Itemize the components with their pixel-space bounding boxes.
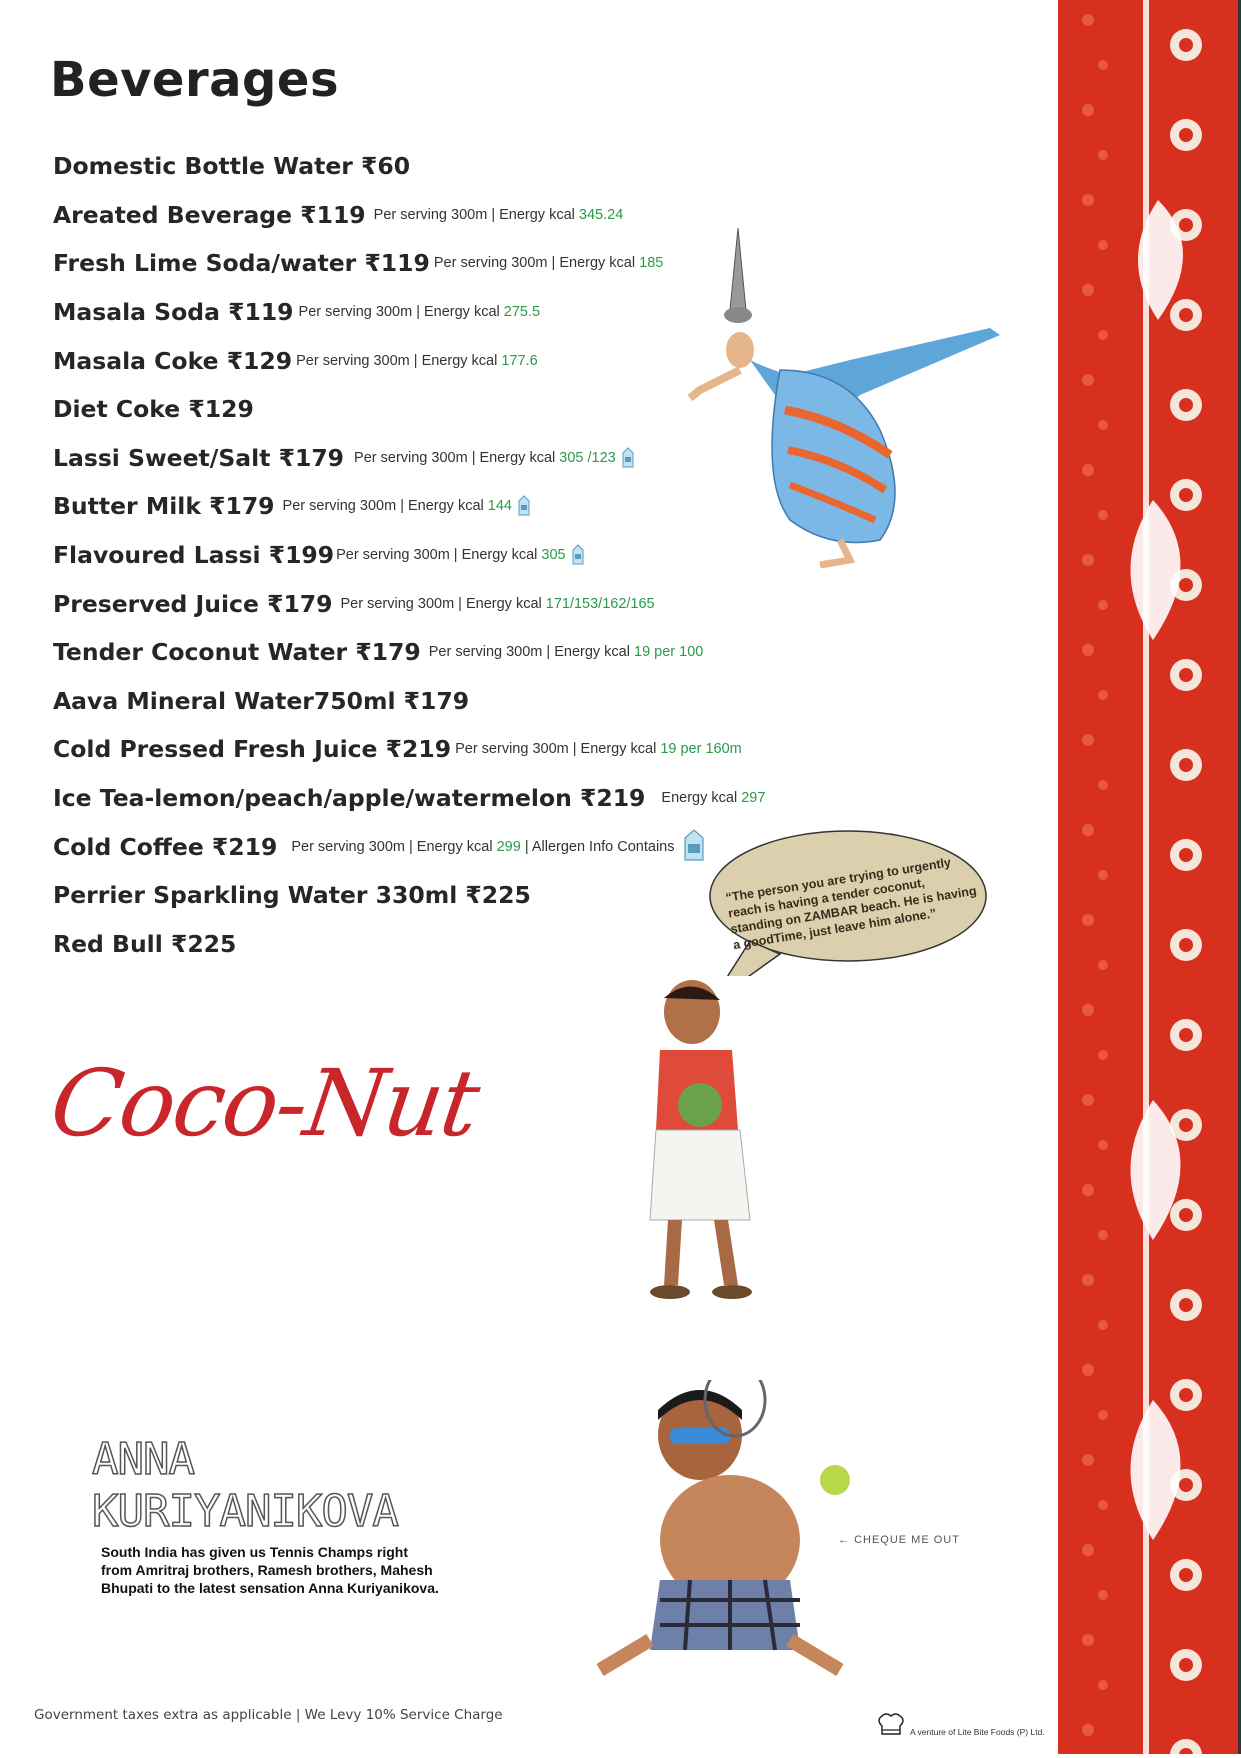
item-name: Flavoured Lassi ₹199 [53,541,335,570]
item-info: Per serving 300m | Energy kcal 305 /123 [354,449,616,466]
item-name: Fresh Lime Soda/water ₹119 [53,249,430,278]
item-info: Per serving 300m | Energy kcal 19 per 100 [428,644,704,661]
item-name: Cold Coffee ₹219 [53,832,278,861]
item-info: Per serving 300m | Energy kcal 305 [336,547,566,564]
item-name: Butter Milk ₹179 [53,492,275,521]
menu-item [53,385,753,434]
anna-description: South India has given us Tennis Champs right from Amritraj brothers, Ramesh brothers, Mahesh Bhupati to the latest sensation Anna Kuriyanikova. [101,1544,439,1596]
chef-hat-icon [876,1712,906,1738]
item-name: Areated Beverage ₹119 [53,200,366,229]
item-kcal: 275.5 [503,304,541,321]
item-name: Preserved Juice ₹179 [53,589,333,618]
menu-item [53,288,753,337]
item-info: Per serving 300m | Energy kcal 275.5 [298,304,541,321]
item-kcal: 19 per 160m [660,741,742,758]
beverage-menu [53,142,766,968]
footer-note: Government taxes extra as applicable | We Levy 10% Service Charge [34,1707,503,1723]
anna-heading [92,1434,398,1538]
menu-item [53,677,753,726]
coconut-logo: Coco-Nut [44,1050,485,1157]
item-info: Per serving 300m | Energy kcal 299 | Allergen Info Contains [291,838,675,855]
menu-item [53,579,753,628]
coconut-man-illustration [620,980,810,1310]
item-kcal: 305 [541,547,566,564]
item-kcal: 144 [487,498,512,515]
speech-bubble-text: “The person you are trying to urgently reach is having a tender coconut, standing on ZAMBAR beach. He is having a goodTime, just leave him alone.” [724,855,978,953]
item-name: Tender Coconut Water ₹179 [53,638,421,667]
menu-item [53,628,753,677]
menu-item [53,725,753,774]
item-info: Per serving 300m | Energy kcal 19 per 160m [455,741,742,758]
item-name: Domestic Bottle Water ₹60 [53,152,411,181]
item-info: Per serving 300m | Energy kcal 171/153/162/165 [340,595,655,612]
tennis-player-illustration [590,1380,860,1680]
milk-carton-icon [570,544,586,566]
menu-item [53,920,753,969]
item-kcal: 177.6 [501,352,538,369]
item-info: Per serving 300m | Energy kcal 177.6 [296,352,538,369]
item-name: Diet Coke ₹129 [53,395,254,424]
item-kcal: 297 [741,790,766,807]
milk-carton-icon [620,447,636,469]
paisley-pattern [1058,0,1241,1754]
cheque-caption: ← CHEQUE ME OUT [838,1534,960,1546]
menu-item [53,482,753,531]
menu-item [53,774,766,823]
page-title: Beverages [50,52,340,108]
menu-item [53,434,753,483]
menu-item [53,822,753,871]
anna-heading-line2: KURIYANIKOVA [92,1486,398,1537]
decorative-border [1058,0,1241,1754]
menu-item [53,142,753,191]
item-kcal: 305 /123 [559,449,616,466]
item-name: Cold Pressed Fresh Juice ₹219 [53,735,452,764]
anna-heading-line1: ANNA [92,1434,194,1485]
item-kcal: 299 [496,838,521,855]
item-name: Ice Tea-lemon/peach/apple/watermelon ₹219 [53,784,646,813]
item-info: Per serving 300m | Energy kcal 185 [433,255,664,272]
item-name: Masala Soda ₹119 [53,298,294,327]
item-info: Energy kcal 297 [661,790,766,807]
menu-item [53,871,753,920]
item-name: Aava Mineral Water750ml ₹179 [53,686,470,715]
menu-item [53,531,753,580]
item-name: Masala Coke ₹129 [53,346,293,375]
dancer-illustration [680,220,1020,570]
item-kcal: 19 per 100 [634,644,704,661]
venture-credit: A venture of Lite Bite Foods (P) Ltd. [910,1727,1045,1737]
item-name: Lassi Sweet/Salt ₹179 [53,443,345,472]
item-kcal: 345.24 [578,206,624,223]
menu-item [53,336,753,385]
item-name: Perrier Sparkling Water 330ml ₹225 [53,881,531,910]
item-info: Per serving 300m | Energy kcal 144 [282,498,512,515]
item-kcal: 171/153/162/165 [545,595,655,612]
milk-carton-icon [516,495,532,517]
item-info: Per serving 300m | Energy kcal 345.24 [373,206,624,223]
menu-item [53,191,753,240]
menu-item [53,239,753,288]
item-kcal: 185 [639,255,664,272]
item-name: Red Bull ₹225 [53,929,237,958]
